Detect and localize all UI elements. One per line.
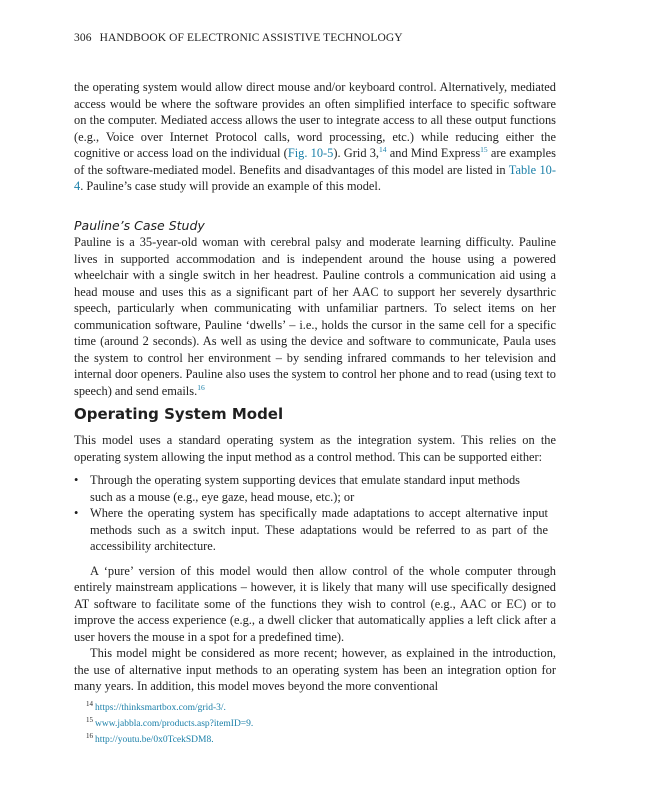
bullet-text: Where the operating system has specifically made adaptations to accept alternative input methods such as a switch input. These adaptations would be referred to as part of the accessibility architecture. (90, 506, 548, 553)
footnote-number: 16 (86, 732, 93, 741)
intro-text-4: are examples of the software-mediated model. Benefits and disadvantages of this model are listed in (74, 146, 556, 177)
bullet-text: Through the operating system supporting devices that emulate standard input methods such as a mouse (e.g., eye gaze, head mouse, etc.); or (90, 473, 520, 504)
table-link[interactable]: Table 10-4 (74, 162, 556, 193)
intro-text-1: the operating system would allow direct mouse and/or keyboard control. Alternatively, mediated access would be where the software provides an often simplified interface to specific software on the computer. Mediated access allows the user to integrate access to all these output functions (e.g., Voice over Internet Protocol calls, word processing, etc.) while reducing either the cognitive or access load on the individual ( (74, 80, 556, 160)
intro-text-5: . Pauline’s case study will provide an example of this model. (80, 179, 381, 193)
bullet-icon: • (74, 506, 79, 520)
footnote-ref-16[interactable]: 16 (197, 382, 205, 392)
running-title: HANDBOOK OF ELECTRONIC ASSISTIVE TECHNOLOGY (99, 32, 403, 44)
list-item (74, 505, 556, 555)
page-number: 306 (74, 32, 92, 44)
intro-block (74, 79, 556, 195)
footnotes (86, 698, 253, 746)
footnote-16 (86, 730, 253, 746)
intro-paragraph (74, 79, 556, 195)
footnote-14 (86, 698, 253, 714)
case-study-text: Pauline is a 35-year-old woman with cerebral palsy and moderate learning difficulty. Pauline lives in supported accommodation and is independent around the house using a powered wheelchair with a single switch in her headrest. Pauline controls a communication aid using a head mouse and uses this as a significant part of her AAC to support her severely dysarthric speech, particularly when communicating with unfamiliar partners. To select items on her communication software, Pauline ‘dwells’ – i.e., holds the cursor in the same cell for a specific time (around 2 seconds). As well as using the device and software to communicate, Paula uses the system to control her environment – by sending infrared commands to her television and internal door openers. Pauline also uses the system to control her phone and to read (using text to speech) and send emails. (74, 235, 556, 398)
bullet-icon: • (74, 473, 79, 487)
case-study-paragraph (74, 234, 556, 399)
footnote-ref-14[interactable]: 14 (379, 144, 387, 154)
footnote-number: 15 (86, 716, 93, 725)
section-heading: Operating System Model (74, 405, 284, 423)
case-study-block (74, 217, 556, 399)
figure-link[interactable]: Fig. 10-5 (287, 146, 334, 160)
footnote-link[interactable]: http://youtu.be/0x0TcekSDM8. (95, 735, 214, 746)
footnote-ref-15[interactable]: 15 (480, 144, 488, 154)
footnote-number: 14 (86, 700, 93, 708)
list-item (74, 472, 556, 505)
section-intro: This model uses a standard operating system as the integration system. This relies on the operating system allowing the input method as a control method. This can be supported either: (74, 433, 556, 464)
case-study-heading: Pauline’s Case Study (74, 218, 205, 233)
bullet-list (74, 472, 556, 555)
running-header (74, 32, 403, 44)
footnote-link[interactable]: www.jabbla.com/products.asp?itemID=9. (95, 719, 254, 730)
intro-text-2: ). Grid 3, (333, 146, 380, 160)
body-paragraph: A ‘pure’ version of this model would then allow control of the whole computer through entirely mainstream applications – however, it is likely that many will use specifically designed AT software to facilitate some of the functions they wish to control (e.g., AAC or EC) or to improve the access experience (e.g., a dwell clicker that automatically applies a left click after a user hovers the mouse in a spot for a predefined time). (74, 563, 556, 644)
footnote-link[interactable]: https://thinksmartbox.com/grid-3/. (95, 703, 226, 714)
section-block (74, 432, 556, 695)
intro-text-3: and Mind Express (386, 146, 481, 160)
body-paragraph: This model might be considered as more recent; however, as explained in the introduction, the use of alternative input methods to an operating system has been an integration option for many years. In addition, this model moves beyond the more conventional (74, 646, 556, 693)
footnote-15 (86, 714, 253, 730)
